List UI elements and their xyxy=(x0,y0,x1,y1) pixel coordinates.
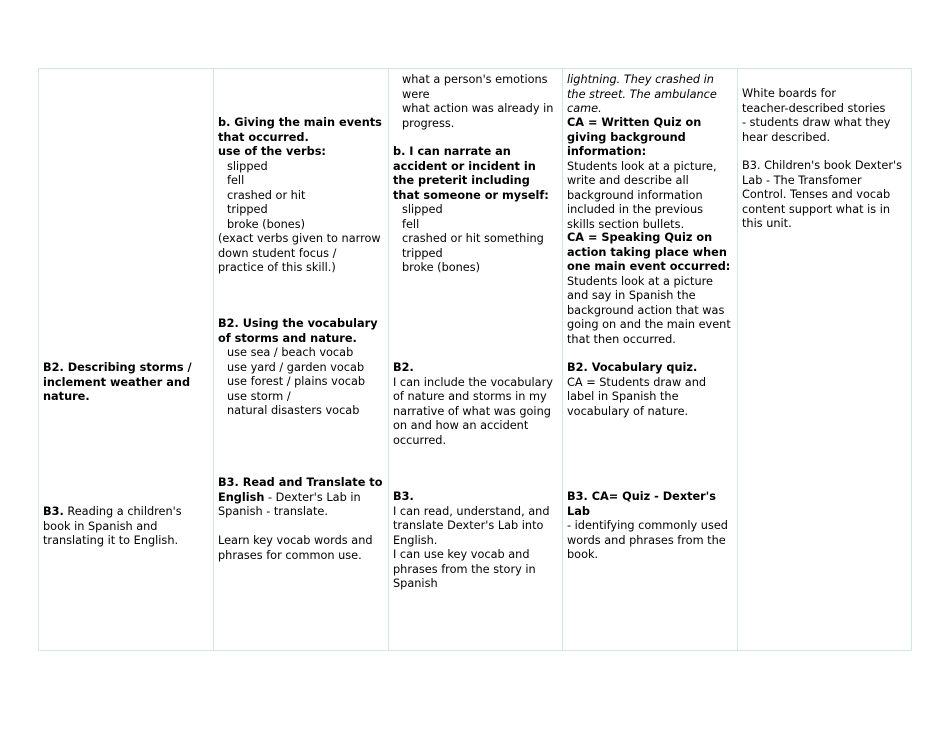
vocab-item: natural disasters vocab xyxy=(227,404,360,417)
table-column-resources xyxy=(738,69,912,650)
table-column-i-can xyxy=(389,69,563,650)
b2-topic: B2. Describing storms / inclement weather and nature. xyxy=(43,361,192,403)
skills-block-b3: B3. Read and Translate to English - Dexter's Lab in Spanish - translate. Learn key vocab words and phrases for common use. xyxy=(218,476,385,563)
verb-item: slipped xyxy=(402,203,443,216)
assessment-written-quiz: CA = Written Quiz on giving background information: Students look at a picture, write and describe all background information included in the previous skills section bullets. xyxy=(567,116,717,231)
skills-block-b xyxy=(218,116,385,276)
assessment-speaking-quiz: CA = Speaking Quiz on action taking place when one main event occurred: Students look at a picture and say in Spanish the background action that was going on and the main event that then occurred. xyxy=(567,231,731,346)
verb-item: crashed or hit xyxy=(227,188,306,202)
i-can-block-b3: B3. I can read, understand, and translate Dexter's Lab into English. I can use key vocab and phrases from the story in Spanish xyxy=(393,490,550,590)
verb-item: fell xyxy=(402,217,420,231)
verb-item: tripped xyxy=(227,203,268,216)
verb-item: slipped xyxy=(227,159,268,173)
skills-b3-learn: Learn key vocab words and phrases for common use. xyxy=(218,534,373,562)
vocab-item: use yard / garden vocab xyxy=(227,360,365,374)
vocab-item: use forest / plains vocab xyxy=(227,375,366,388)
i-can-b-heading: b. I can narrate an accident or incident in the preterit including that someone or myself: xyxy=(393,145,549,202)
skills-block-b2 xyxy=(218,317,385,419)
verb-item: broke (bones) xyxy=(402,261,481,274)
table-column-assessment xyxy=(563,69,738,650)
curriculum-table xyxy=(38,68,912,651)
verbs-note: (exact verbs given to narrow down student focus / practice of this skill.) xyxy=(218,232,381,274)
verbs-heading: use of the verbs: xyxy=(218,145,326,158)
resources-whiteboards: White boards for teacher-described stories - students draw what they hear described. xyxy=(742,87,891,144)
skills-b2-heading: B2. Using the vocabulary of storms and nature. xyxy=(218,317,378,345)
resources-book: B3. Children's book Dexter's Lab - The Transfomer Control. Tenses and vocab content support what is in this unit. xyxy=(742,159,902,230)
verb-item: tripped xyxy=(402,246,443,260)
verb-item: fell xyxy=(227,174,245,187)
verb-item: broke (bones) xyxy=(227,217,306,231)
verb-item: crashed or hit something xyxy=(402,232,544,245)
skills-b3-heading: B3. Read and Translate to English xyxy=(218,476,383,504)
i-can-block-b xyxy=(393,145,559,276)
vocab-item: use storm / xyxy=(227,389,291,403)
b3-topic: B3. Reading a children's book in Spanish and translating it to English. xyxy=(43,505,182,547)
i-can-block-b2: B2. I can include the vocabulary of nature and storms in my narrative of what was going on and how an accident occurred. xyxy=(393,361,553,447)
vocab-item: use sea / beach vocab xyxy=(227,346,354,359)
table-column-skills xyxy=(214,69,389,650)
assessment-vocab-quiz: B2. Vocabulary quiz. CA = Students draw and label in Spanish the vocabulary of nature. xyxy=(567,361,707,418)
skills-b-heading: b. Giving the main events that occurred. xyxy=(218,116,382,144)
i-can-top: what a person's emotions were what action was already in progress. xyxy=(402,73,554,130)
assessment-dexter-quiz: B3. CA= Quiz - Dexter's Lab - identifying commonly used words and phrases from the book. xyxy=(567,490,728,561)
table-column-topic xyxy=(39,69,214,650)
assessment-top: lightning. They crashed in the street. The ambulance came. xyxy=(567,73,717,115)
